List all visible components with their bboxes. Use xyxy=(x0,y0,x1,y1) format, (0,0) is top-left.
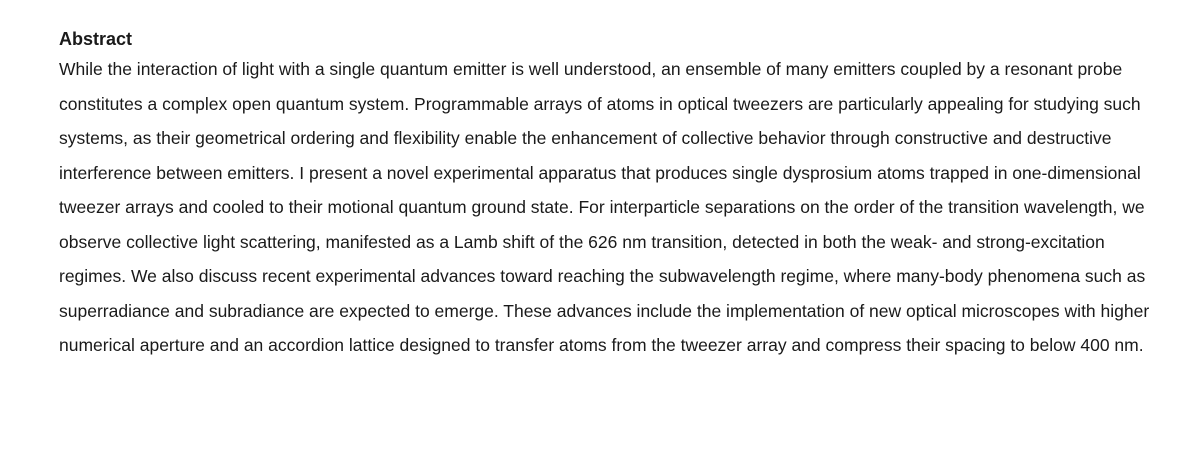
abstract-heading: Abstract xyxy=(59,29,133,49)
abstract-body: While the interaction of light with a single quantum emitter is well understood, an ensemble of many emitters coupled by a resonant probe constitutes a complex open quantum system. Programmable arrays of atoms in optical tweezers are particularly appealing for studying such systems, as their geometrical ordering and flexibility enable the enhancement of collective behavior through constructive and destructive interference between emitters. I present a novel experimental apparatus that produces single dysprosium atoms trapped in one-dimensional tweezer arrays and cooled to their motional quantum ground state. For interparticle separations on the order of the transition wavelength, we observe collective light scattering, manifested as a Lamb shift of the 626 nm transition, detected in both the weak- and strong-excitation regimes. We also discuss recent experimental advances toward reaching the subwavelength regime, where many-body phenomena such as superradiance and subradiance are expected to emerge. These advances include the implementation of new optical microscopes with higher numerical aperture and an accordion lattice designed to transfer atoms from the tweezer array and compress their spacing to below 400 nm. xyxy=(59,59,1150,355)
abstract-section xyxy=(59,26,1159,363)
